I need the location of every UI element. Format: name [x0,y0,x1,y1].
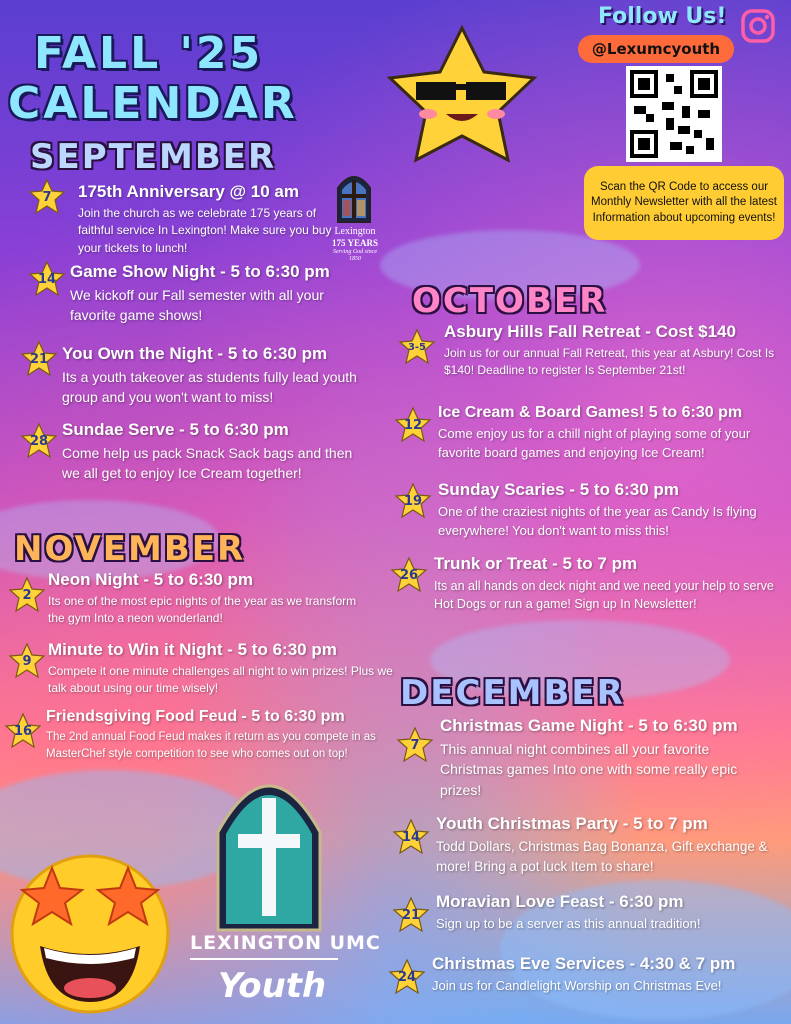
date-star-badge [28,178,66,216]
date-star-badge [398,328,436,366]
event-title: Ice Cream & Board Games! 5 to 6:30 pm [438,404,743,421]
event-title: You Own the Night - 5 to 6:30 pm [62,344,328,363]
event-title: Christmas Game Night - 5 to 6:30 pm [440,716,738,735]
date-star-badge [28,260,66,298]
event-title: Game Show Night - 5 to 6:30 pm [70,262,330,281]
event-description: Join us for our annual Fall Retreat, this year at Asbury! Cost Is $140! Deadline to register Is September 21st! [444,346,775,378]
date-number: 3-5 [407,341,427,353]
event-title: Moravian Love Feast - 6:30 pm [436,892,684,911]
event-description: Sign up to be a server as this annual tradition! [436,916,701,931]
brand-subtitle: Youth [218,966,327,1006]
date-number: 21 [29,351,49,367]
event-description: Join us for Candlelight Worship on Christmas Eve! [432,978,722,993]
event-description: One of the craziest nights of the year as Candy Is flying everywhere! You don't want to miss this! [438,504,757,538]
event-description: Its a youth takeover as students fully lead youth group and you won't want to miss! [62,369,357,406]
event-description: Join the church as we celebrate 175 years of faithful service In Lexington! Make sure you buy your tickets to lunch! [78,206,332,255]
date-number: 24 [397,969,417,985]
event-title: Minute to Win it Night - 5 to 6:30 pm [48,640,337,659]
month-heading-november: NOVEMBER [14,529,246,569]
month-heading-december: DECEMBER [400,673,625,713]
star-sunglasses-icon [372,24,552,164]
date-star-badge [390,556,428,594]
small-logo-name: Lexington [334,226,376,237]
event-description: Come help us pack Snack Sack bags and then we all get to enjoy Ice Cream together! [62,445,353,482]
brand-name: LEXINGTON UMC [190,932,381,954]
date-number: 9 [22,653,32,669]
date-number: 12 [403,417,423,433]
qr-code-icon[interactable] [626,66,722,162]
date-star-badge [394,482,432,520]
date-number: 16 [13,723,33,739]
instagram-handle[interactable]: @Lexumcyouth [578,35,734,63]
date-star-badge [8,642,46,680]
event-title: Sunday Scaries - 5 to 6:30 pm [438,480,679,499]
instagram-icon[interactable] [740,8,776,44]
date-star-badge [4,712,42,750]
date-number: 21 [401,907,421,923]
brand-divider [190,958,338,960]
date-star-badge [8,576,46,614]
event-description: Come enjoy us for a chill night of playing some of your favorite board games and enjoying Ice Cream! [438,426,751,460]
small-logo-years: 175 YEARS [332,238,378,248]
event-title: Trunk or Treat - 5 to 7 pm [434,554,638,573]
small-logo-tagline: Serving God since 1850 [333,248,377,262]
qr-instructions: Scan the QR Code to access our Monthly Newsletter with all the latest Information about upcoming events! [584,166,784,240]
event-description: Its one of the most epic nights of the year as we transform the gym Into a neon wonderland! [48,594,357,626]
date-star-badge [20,422,58,460]
month-heading-september: SEPTEMBER [30,137,277,177]
date-star-badge [388,958,426,996]
page-title-line2: CALENDAR [8,78,298,129]
date-number: 28 [29,433,49,449]
date-star-badge [392,818,430,856]
date-number: 7 [42,189,52,205]
date-number: 7 [410,737,420,753]
event-title: Youth Christmas Party - 5 to 7 pm [436,814,708,833]
page-title-line1: FALL '25 [34,28,264,79]
event-title: Asbury Hills Fall Retreat - Cost $140 [444,322,736,341]
date-number: 14 [401,829,421,845]
date-number: 19 [403,493,423,509]
event-title: Sundae Serve - 5 to 6:30 pm [62,420,289,439]
event-title: Friendsgiving Food Feud - 5 to 6:30 pm [46,708,345,725]
event-description: This annual night combines all your favorite Christmas games Into one with some really epic prizes! [440,741,738,798]
event-description: We kickoff our Fall semester with all your favorite game shows! [70,287,324,324]
event-description: Todd Dollars, Christmas Bag Bonanza, Gift exchange & more! Bring a pot luck Item to share! [436,839,768,874]
event-title: Neon Night - 5 to 6:30 pm [48,570,253,589]
date-star-badge [394,406,432,444]
date-star-badge [20,340,58,378]
star-eyes-emoji-icon [4,842,176,1018]
month-heading-october: OCTOBER [412,281,608,321]
event-title: Christmas Eve Services - 4:30 & 7 pm [432,954,736,973]
event-description: Compete it one minute challenges all night to win prizes! Plus we talk about using our time wisely! [48,664,393,696]
event-description: Its an all hands on deck night and we need your help to serve Hot Dogs or run a game! Sign up In Newsletter! [434,579,774,612]
date-number: 26 [399,567,419,583]
event-description: The 2nd annual Food Feud makes it return as you compete in as MasterChef style competition to see who comes out on top! [46,731,376,760]
date-number: 14 [37,271,57,287]
date-star-badge [396,726,434,764]
follow-us-heading: Follow Us! [598,4,727,29]
date-star-badge [392,896,430,934]
church-cross-window-logo-icon [214,770,324,932]
date-number: 2 [22,587,32,603]
event-title: 175th Anniversary @ 10 am [78,182,299,201]
